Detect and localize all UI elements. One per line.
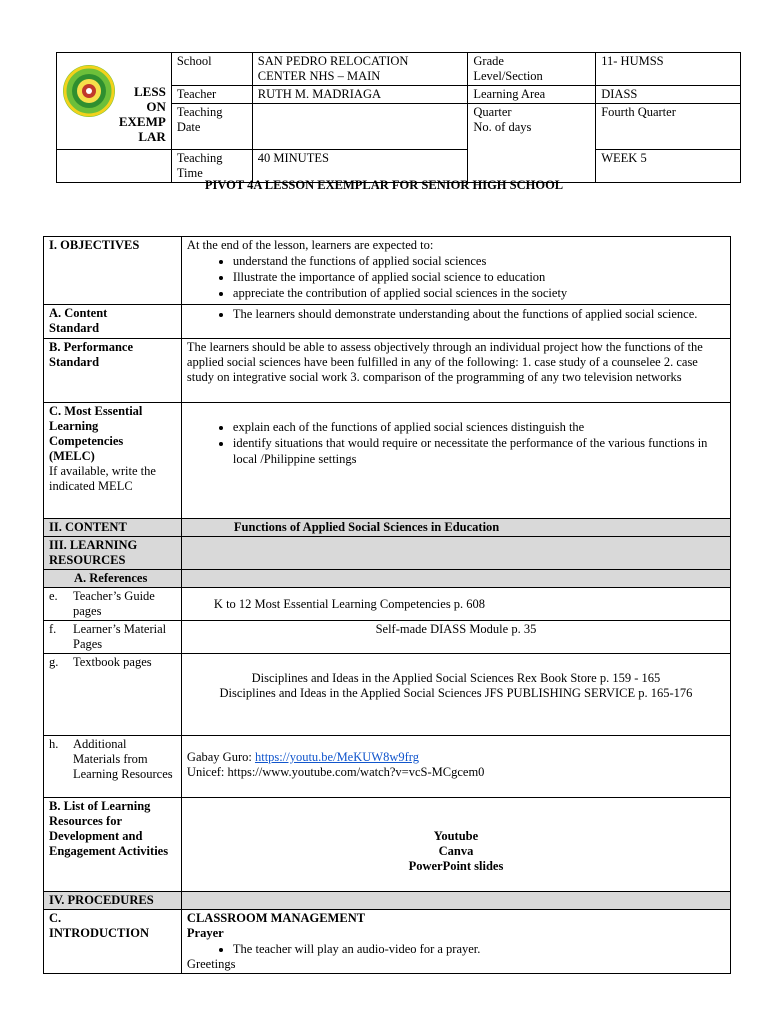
- lesson-exemplar-label: LESS ON EXEMP LAR: [118, 84, 166, 144]
- objectives-intro: At the end of the lesson, learners are expected to:: [186, 238, 434, 252]
- introduction-cell: [181, 910, 730, 974]
- melc-cell: [181, 403, 730, 519]
- list-item: • The learners should demonstrate understanding about the functions of applied social science.: [233, 306, 725, 322]
- shaded-cell: [181, 570, 730, 588]
- list-item: • Illustrate the importance of applied social science to education: [233, 269, 725, 285]
- textbook-value: Disciplines and Ideas in the Applied Social Sciences Rex Book Store p. 159 - 165 Disciplines and Ideas in the Applied Social Sciences JFS PUBLISHING SERVICE p. 165-176: [181, 654, 730, 736]
- grade-value: 11- HUMSS: [596, 53, 741, 86]
- objectives-label: I. OBJECTIVES: [44, 237, 182, 305]
- introduction-label: C. INTRODUCTION: [44, 910, 182, 974]
- greetings-text: Greetings: [186, 957, 236, 971]
- teachers-guide-value: K to 12 Most Essential Learning Competencies p. 608: [181, 588, 730, 621]
- teachers-guide-label: e. Teacher’s Guide pages: [44, 588, 182, 621]
- textbook-row: [44, 654, 731, 736]
- teaching-date-label: Teaching Date: [171, 104, 252, 150]
- list-resources-row: [44, 798, 731, 892]
- list-item: • identify situations that would require or necessitate the performance of the various functions in local /Philippine settings: [233, 435, 725, 467]
- gabay-guro-link[interactable]: https://youtu.be/MeKUW8w9frg: [254, 750, 419, 764]
- content-row: [44, 519, 731, 537]
- page-title: PIVOT 4A LESSON EXEMPLAR FOR SENIOR HIGH SCHOOL: [204, 178, 564, 192]
- additional-materials-label: h. Additional Materials from Learning Resources: [44, 736, 182, 798]
- content-label: II. CONTENT: [44, 519, 182, 537]
- procedures-label: IV. PROCEDURES: [44, 892, 182, 910]
- objectives-row: [44, 237, 731, 305]
- learners-material-row: [44, 621, 731, 654]
- list-resources-value: Youtube Canva PowerPoint slides: [181, 798, 730, 892]
- objectives-list: [187, 253, 725, 301]
- teaching-time-value: 40 MINUTES: [252, 150, 468, 183]
- melc-label: C. Most Essential Learning Competencies (MELC) If available, write the indicated MELC: [44, 403, 182, 519]
- quarter-value: Fourth Quarter: [596, 104, 741, 150]
- additional-materials-value: Gabay Guro: https://youtu.be/MeKUW8w9frg Unicef: https://www.youtube.com/watch?v=vcS-MCgcem0: [181, 736, 730, 798]
- additional-materials-row: [44, 736, 731, 798]
- learning-resources-label: III. LEARNING RESOURCES: [44, 537, 182, 570]
- objectives-cell: [181, 237, 730, 305]
- list-item: • explain each of the functions of applied social sciences distinguish the: [233, 419, 725, 435]
- list-item: • The teacher will play an audio-video for a prayer.: [233, 941, 725, 957]
- unicef-link-text: Unicef: https://www.youtube.com/watch?v=vcS-MCgcem0: [186, 765, 485, 779]
- content-value: Functions of Applied Social Sciences in Education: [181, 519, 730, 537]
- prayer-heading: Prayer: [186, 926, 224, 940]
- teacher-label: Teacher: [171, 86, 252, 104]
- learning-area-label: Learning Area: [468, 86, 596, 104]
- content-standard-label: A. Content Standard: [44, 305, 182, 339]
- list-item: • understand the functions of applied social sciences: [233, 253, 725, 269]
- quarter-label: Quarter No. of days: [468, 104, 596, 183]
- shaded-cell: [181, 537, 730, 570]
- performance-standard-label: B. Performance Standard: [44, 339, 182, 403]
- performance-standard-row: [44, 339, 731, 403]
- header-table: [56, 52, 741, 183]
- grade-label: Grade Level/Section: [468, 53, 596, 86]
- school-label: School: [171, 53, 252, 86]
- learners-material-value: Self-made DIASS Module p. 35: [181, 621, 730, 654]
- learners-material-label: f. Learner’s Material Pages: [44, 621, 182, 654]
- logo-cell: [57, 53, 172, 150]
- content-standard-cell: [181, 305, 730, 339]
- school-logo: [61, 63, 117, 123]
- learning-area-value: DIASS: [596, 86, 741, 104]
- school-value: SAN PEDRO RELOCATION CENTER NHS – MAIN: [252, 53, 468, 86]
- textbook-label: g. Textbook pages: [44, 654, 182, 736]
- teacher-value: RUTH M. MADRIAGA: [252, 86, 468, 104]
- teachers-guide-row: [44, 588, 731, 621]
- lesson-table: [43, 236, 731, 974]
- content-standard-row: [44, 305, 731, 339]
- teaching-date-value: [252, 104, 468, 150]
- list-item: • appreciate the contribution of applied social sciences in the society: [233, 285, 725, 301]
- classroom-management-heading: CLASSROOM MANAGEMENT: [186, 911, 366, 925]
- procedures-row: [44, 892, 731, 910]
- introduction-row: [44, 910, 731, 974]
- performance-standard-text: The learners should be able to assess objectively through an individual project how the functions of the applied social sciences have been fulfilled in any of the following: 1. case study of a counselee 2. case study on integrative social work 3. comparison of the programming of any two television networks: [181, 339, 730, 403]
- learning-resources-row: [44, 537, 731, 570]
- list-resources-label: B. List of Learning Resources for Development and Engagement Activities: [44, 798, 182, 892]
- melc-row: [44, 403, 731, 519]
- teaching-time-label: Teaching Time: [171, 150, 252, 183]
- week-value: WEEK 5: [596, 150, 741, 183]
- references-label: A. References: [44, 570, 182, 588]
- shaded-cell: [181, 892, 730, 910]
- references-row: [44, 570, 731, 588]
